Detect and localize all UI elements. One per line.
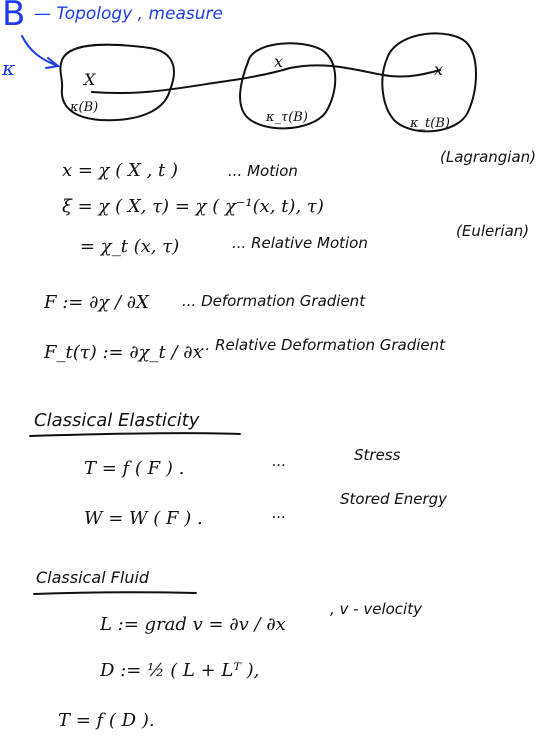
stress-note: Stress [354, 446, 401, 464]
current-config-label: κ_t(B) [410, 116, 450, 131]
motion-equation: x = χ ( X , t ) [62, 160, 179, 181]
velocity-note: , v - velocity [330, 600, 422, 618]
xi-equation: ξ = χ ( X, τ) = χ ( χ⁻¹(x, t), τ) [62, 196, 324, 217]
stored-energy-note: Stored Energy [340, 490, 448, 508]
elasticity-heading-underline [0, 428, 545, 448]
kappa-arrow [22, 36, 58, 68]
stretching-tensor-equation: D := ½ ( L + Lᵀ ), [100, 660, 260, 681]
reference-config-label: κ(B) [70, 100, 99, 115]
stored-energy-equation: W = W ( F ) . [84, 508, 203, 529]
stress-equation: T = f ( F ) . [84, 458, 185, 479]
relative-deformation-gradient-note: ... Relative Deformation Gradient [196, 336, 446, 354]
relative-deformation-gradient-equation: F_t(τ) := ∂χ_t / ∂x [44, 342, 203, 363]
deformation-gradient-note: ... Deformation Gradient [182, 292, 366, 310]
fluid-heading-underline [0, 586, 545, 602]
title-text: — Topology , measure [34, 4, 223, 24]
relative-motion-note: ... Relative Motion [232, 234, 368, 252]
motion-note: ... Motion [228, 162, 298, 180]
velocity-gradient-equation: L := grad v = ∂v / ∂x [100, 614, 286, 635]
fluid-stress-equation: T = f ( D ). [58, 710, 155, 731]
intermediate-point-label: x [274, 52, 284, 71]
lagrangian-label: (Lagrangian) [440, 148, 537, 166]
body-symbol: B [2, 0, 26, 34]
elasticity-heading: Classical Elasticity [34, 410, 200, 431]
stored-energy-dots: ... [272, 504, 287, 522]
eulerian-label: (Eulerian) [456, 222, 530, 240]
deformation-gradient-equation: F := ∂χ / ∂X [44, 292, 149, 313]
motion-curve [92, 65, 440, 93]
intermediate-config-label: κ_τ(B) [266, 110, 308, 125]
kappa-label: κ [2, 56, 16, 80]
current-point-label: x [434, 60, 444, 79]
fluid-heading: Classical Fluid [36, 568, 150, 587]
stress-dots: ... [272, 452, 287, 470]
reference-point-label: X [84, 70, 96, 89]
relative-motion-equation: = χ_t (x, τ) [80, 236, 180, 257]
